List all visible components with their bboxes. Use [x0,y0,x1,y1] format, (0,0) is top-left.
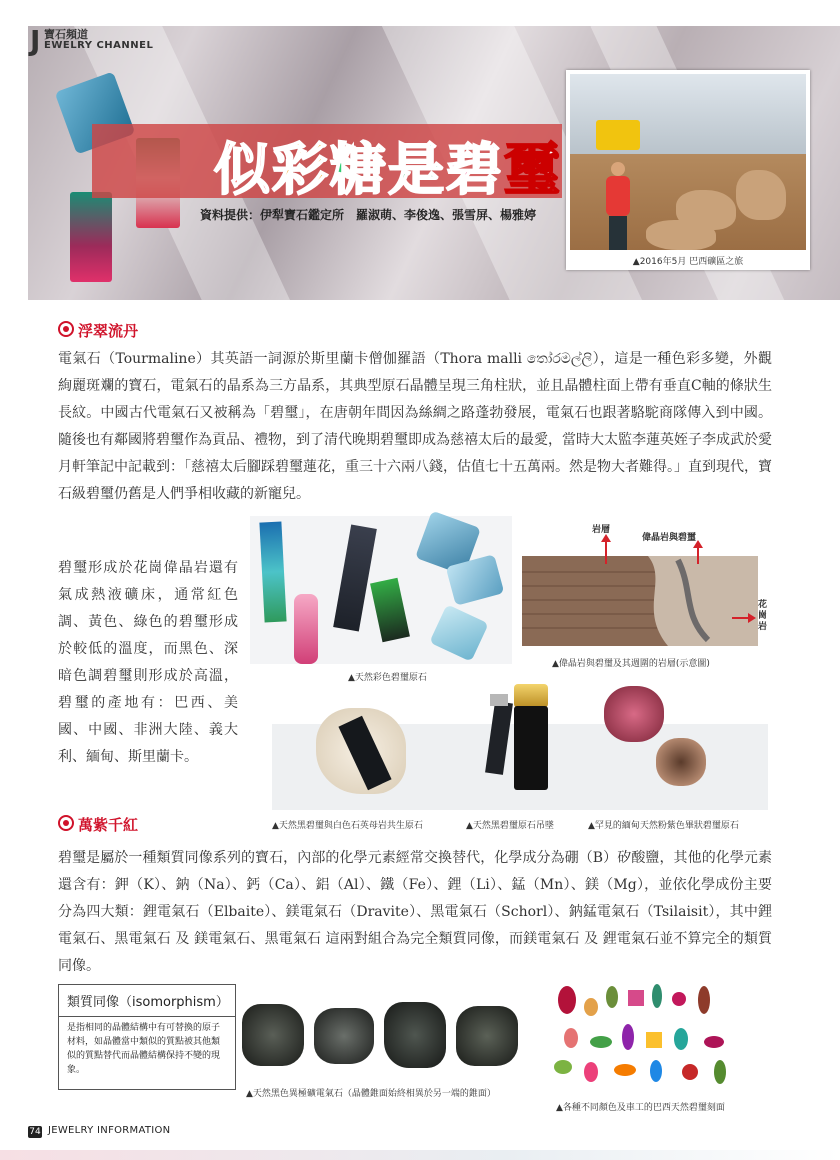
caption-dravite: ▲天然黑色異極礦電氣石（晶體錐面始終相異於另一端的錐面） [246,1089,496,1099]
diagram-label-granite: 花崗岩 [758,600,768,632]
isomorphism-note-text: 是指相同的晶體結構中有可替換的原子材料，如晶體當中類似的質點被其他類似的質點替代而晶體結構保持不變的現象。 [67,1023,221,1075]
photo-caption: ▲2016年5月 巴西礦區之旅 [632,257,744,267]
caption-faceted: ▲各種不同顏色及車工的巴西天然碧璽刻面 [556,1103,725,1113]
page-title: 似彩糖是碧璽 [214,138,562,203]
section1-paragraph: 電氣石（Tourmaline）其英語一詞源於斯里蘭卡僧伽羅語（Thora malli තෝරමල්ලි），這是一種色彩多變，外觀絢麗斑斕的寶石，電氣石的晶系為三方晶系，其典型原石晶體呈現三角柱狀，並且晶體柱面上帶有垂直C軸的條狀生長紋。中國古代電氣石又被稱為「碧璽」，在唐朝年間因為絲綢之路蓬勃發展，電氣石也跟著駱駝商隊傳入到中國。隨後也有鄰國將碧璽作為貢品、禮物，到了清代晚期碧璽即成為慈禧太后的最愛，當時大太監李蓮英姪子李成武於愛月軒筆記中記載到：「慈禧太后腳踩碧璽蓮花，重三十六兩八錢，估值七十五萬兩。然是物大者難得。」直到現代，寶石級碧璽仍舊是人們爭相收藏的新寵兒。 [58,351,772,502]
rough-tourmaline-image [250,516,512,664]
formation-sidebar-text: 碧璽形成於花崗偉晶岩還有氣成熱液礦床，通常紅色調、黃色、綠色的碧璽形成於較低的溫度，而黑色、深暗色調碧璽則形成於高溫，碧璽的產地有：巴西、美國、中國、非洲大陸、義大利、緬甸、斯里蘭卡。 [58,560,238,765]
caption-rough-tourmaline: ▲天然彩色碧璽原石 [348,673,427,683]
bottom-decorative-band [0,1150,840,1160]
section-heading-1: 浮翠流丹 [58,320,138,341]
diagram-label-rock-layer: 岩層 [592,525,611,535]
mine-trip-photo [566,70,810,270]
pegmatite-layer-diagram [518,520,770,650]
myanmar-tourmaline-image [596,682,716,794]
isomorphism-note-title: 類質同像（isomorphism） [59,985,235,1017]
caption-pendant: ▲天然黑碧璽原石吊墜 [466,821,554,831]
channel-name-en: EWELRY CHANNEL [44,40,154,51]
caption-diagram: ▲偉晶岩與碧璽及其週圍的岩層(示意圖) [552,659,710,669]
page-number: 74 [29,1127,41,1137]
footer-title: JEWELRY INFORMATION [48,1125,171,1136]
channel-name-zh: 寶石頻道 [44,28,88,41]
channel-logo-letter: J [30,24,41,57]
credits-line: 資料提供：伊犁寶石鑑定所 羅淑萌、李俊逸、張雪屏、楊雅婷 [200,208,537,222]
section-heading-2: 萬紫千紅 [58,814,138,835]
section2-paragraph: 碧璽是屬於一種類質同像系列的寶石，內部的化學元素經常交換替代，化學成分為硼（B）矽酸鹽，其他的化學元素還含有：鉀（K）、鈉（Na）、鈣（Ca）、鋁（Al）、鐵（Fe）、鋰（Li）、錳（Mn）、鎂（Mg），並依化學成份主要分為四大類：鋰電氣石（Elbaite）、鎂電氣石（Dravite）、黑電氣石（Schorl）、鈉錳電氣石（Tsilaisit），其中鋰電氣石、黑電氣石 及 鎂電氣石、黑電氣石 這兩對組合為完全類質同像，而鎂電氣石 及 鋰電氣石並不算完全的類質同像。 [58,850,772,974]
diagram-label-pegmatite: 偉晶岩與碧璽 [642,533,697,543]
black-tourmaline-quartz-image [312,700,416,800]
isomorphism-note-box [58,984,236,1090]
caption-black-quartz: ▲天然黑碧璽與白色石英母岩共生原石 [272,821,423,831]
caption-myanmar: ▲罕見的緬甸天然粉紫色畢狀碧璽原石 [588,821,739,831]
bicolor-tourmaline-gem-image [70,192,112,282]
black-tourmaline-pendant-image [470,684,560,800]
dravite-crystals-image [240,1000,524,1076]
faceted-tourmaline-collection-image [544,980,744,1092]
